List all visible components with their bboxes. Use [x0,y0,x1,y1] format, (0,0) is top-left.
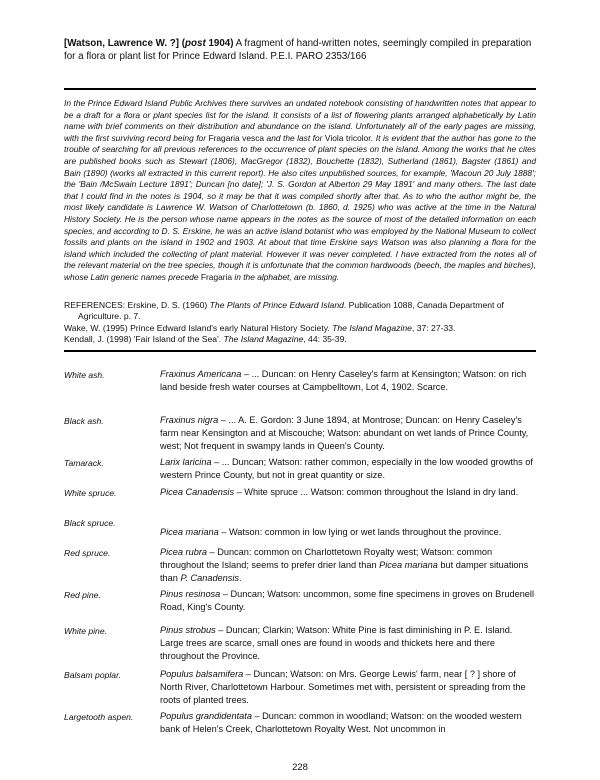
species-note: Picea Canadensis – White spruce ... Watson: common throughout the Island in dry land. [160,487,519,497]
header-description: A fragment of hand-written notes, seemingly compiled in preparation for a flora or plant list for Prince Edward Island. P.E.I. PARO 2353/166 [64,38,532,62]
species-entry [64,486,536,500]
species-note: Fraxinus nigra – ... A. E. Gordon: 3 June 1894, at Montrose; Duncan: on Henry Caseley's farm near Kensington and at Miscouche; Watson: abundant on wet lands of Prince County, west; Not frequent in swampy lands in Queen's County. [160,415,529,451]
species-note: Pinus resinosa – Duncan; Watson: uncommon, some fine specimens in groves on Brudenell Road, King's County. [160,589,534,612]
references-list [64,300,536,346]
common-name: Black spruce. [64,518,116,528]
species-entry [64,456,536,482]
species-entry [64,368,536,394]
common-name: White spruce. [64,488,117,498]
species-entry [64,668,536,706]
section-divider [64,350,536,352]
species-entry [64,546,536,584]
common-name: White ash. [64,370,105,380]
species-note: Picea rubra – Duncan: common on Charlottetown Royalty west; Watson: common throughout the Island; seems to prefer drier land than Picea mariana but damper situations than P. Canadensis. [160,547,529,583]
species-note: Fraxinus Americana – ... Duncan: on Henry Caseley's farm at Kensington; Watson: on rich land beside fresh water courses at Campbelltown, Lot 4, 1902. Scarce. [160,369,527,392]
species-note: Larix laricina – ... Duncan; Watson: rather common, especially in the low wooded growths of western Prince County, but not in great quantity or size. [160,457,533,480]
header-year: 1904) [205,38,234,49]
species-entry [64,588,536,614]
species-note: Picea mariana – Watson: common in low lying or wet lands throughout the province. [160,527,502,537]
species-entry [64,516,536,539]
header-divider [64,88,536,90]
common-name: Black ash. [64,416,104,426]
document-header [64,38,534,63]
species-entry [64,414,536,452]
common-name: Tamarack. [64,458,104,468]
reference-item: Wake, W. (1995) Prince Edward Island's early Natural History Society. The Island Magazine, 37: 27-33. [64,322,456,333]
page-number: 228 [292,762,308,773]
reference-item: Kendall, J. (1998) 'Fair Island of the Sea'. The Island Magazine, 44: 35-39. [64,334,347,345]
introduction-paragraph: In the Prince Edward Island Public Archives there survives an undated notebook consisting of handwritten notes that appear to be a draft for a flora or plant species list for the island. It consists of a list of flowering plants arranged alphabetically by Latin name with brief comments on their distribution and abundance on the island. Unfortunately all of the early pages are missing, with the first surviving record being for Fragaria vesca and the last for Viola tricolor. It is evident that the author has gone to the trouble of searching for all previous references to the occurrence of plant species on the island. Among the works that he cites are published books such as Stewart (1806), MacGregor (1832), Bouchette (1832), Sutherland (1861), Bagster (1861) and Bain (1890) (works all extracted in this current report). He also cites unpublished sources, for example, 'Macoun 20 July 1888'; the 'Bain /McSwain Lecture 1891'; Duncan [no date]; 'J. S. Gordon at Alberton 29 May 1891' and many others. The last date that I could find in the notes is 1904, so it may be that it was compiled shortly after that. As to who the author might be, the most likely candidate is Lawrence W. Watson of Charlottetown (b. 1860, d. 1925) who was active at the time in the Natural History Society. He is the person whose name appears in the notes as the source of most of the detailed information on each species, and according to D. S. Erskine, he was an active island botanist who was employed by the National Museum to collect fossils and plants on the island in 1902 and 1903. At about that time Erskine says Watson was also planning a flora for the island which included the collecting of plant material. However it was never completed. I have extracted from the notes all of the relevant material on the tree species, though it is unfortunate that the common hardwoods (beech, the maples and birches), whose Latin generic names precede Fragaria in the alphabet, are missing. [64,98,537,282]
reference-item: REFERENCES: Erskine, D. S. (1960) The Plants of Prince Edward Island. Publication 1088, Canada Department of Agriculture. p. 7. [64,300,504,322]
common-name: Largetooth aspen. [64,712,134,722]
common-name: Red spruce. [64,548,111,558]
species-note: Populus grandidentata – Duncan: common in woodland; Watson: on the wooded western bank of Helen's Creek, Charlottetown Royalty West. Not uncommon in [160,711,522,734]
species-entry [64,710,536,736]
header-post: post [185,38,206,49]
species-entry [64,624,536,662]
species-note: Pinus strobus – Duncan; Clarkin; Watson: White Pine is fast diminishing in P. E. Island. Large trees are scarce, small ones are found in woods and thickets here and there throughout the Province. [160,625,513,661]
species-note: Populus balsamifera – Duncan; Watson: on Mrs. George Lewis' farm, near [ ? ] shore of North River, Charlottetown Harbour. Sometimes met with, persistent or spreading from the roots of planted trees. [160,669,526,705]
common-name: Balsam poplar. [64,670,122,680]
header-title: [Watson, Lawrence W. ?] ( [64,38,186,49]
common-name: Red pine. [64,590,101,600]
common-name: White pine. [64,626,107,636]
